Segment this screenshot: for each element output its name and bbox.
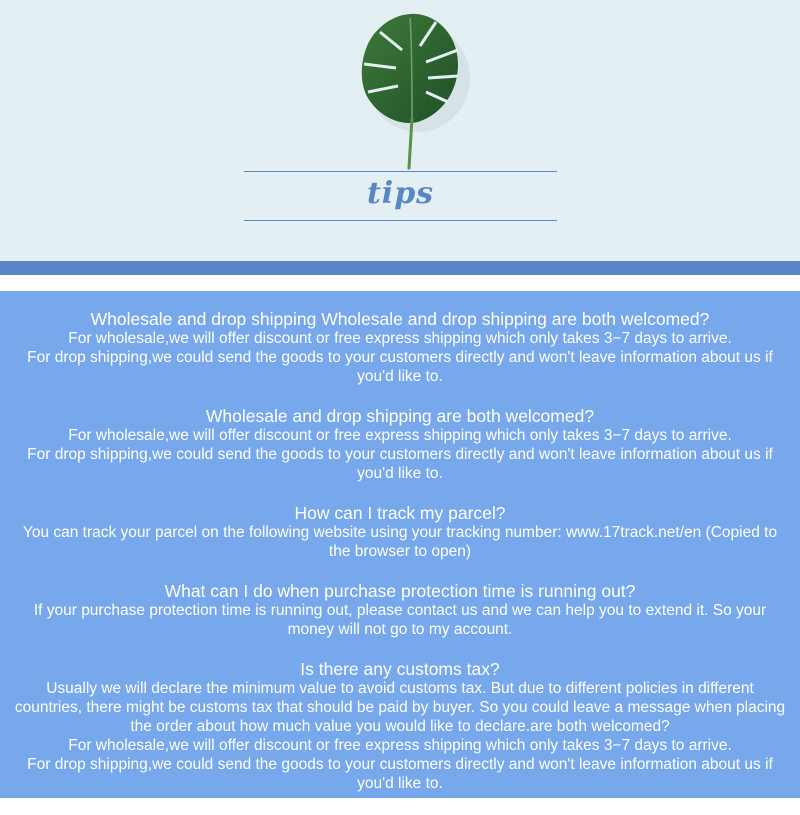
- faq-answer: [12, 426, 788, 483]
- faq-answer-line: You can track your parcel on the following website using your tracking number: www.17track.net/en (Copied to the browser to open): [22, 524, 778, 560]
- title-divider-top: [244, 171, 557, 172]
- faq-answer-line: For wholesale,we will offer discount or free express shipping which only takes 3−7 days to arrive.: [68, 330, 732, 347]
- faq-item: [12, 581, 788, 639]
- faq-answer-line: For wholesale,we will offer discount or free express shipping which only takes 3−7 days to arrive.: [68, 427, 732, 444]
- faq-section: [0, 291, 800, 798]
- faq-item: [12, 309, 788, 386]
- faq-answer: [12, 601, 788, 639]
- faq-question: What can I do when purchase protection time is running out?: [164, 581, 636, 601]
- monstera-leaf-icon: [340, 6, 480, 170]
- faq-answer-line: For drop shipping,we could send the goods to your customers directly and won't leave information about us if you'd like to.: [27, 756, 773, 792]
- faq-answer: [12, 679, 788, 793]
- faq-answer: [12, 329, 788, 386]
- faq-question: Wholesale and drop shipping Wholesale and drop shipping are both welcomed?: [90, 309, 710, 329]
- faq-answer-line: For wholesale,we will offer discount or free express shipping which only takes 3−7 days to arrive.: [68, 737, 732, 754]
- faq-item: [12, 503, 788, 561]
- faq-question: How can I track my parcel?: [294, 503, 506, 523]
- faq-item: [12, 406, 788, 483]
- faq-answer-line: Usually we will declare the minimum value to avoid customs tax. But due to different policies in different countries, there might be customs tax that should be paid by buyer. So you could leave a message when placing the order about how much value you would like to declare.are both welcomed?: [14, 680, 786, 735]
- accent-band: [0, 261, 800, 275]
- faq-question: Wholesale and drop shipping are both welcomed?: [205, 406, 595, 426]
- faq-answer-line: For drop shipping,we could send the goods to your customers directly and won't leave information about us if you'd like to.: [27, 446, 773, 482]
- title-divider-bottom: [244, 220, 557, 221]
- faq-answer-line: For drop shipping,we could send the goods to your customers directly and won't leave information about us if you'd like to.: [27, 349, 773, 385]
- faq-item: [12, 659, 788, 793]
- faq-answer: [12, 523, 788, 561]
- separator: [0, 275, 800, 291]
- faq-question: Is there any customs tax?: [300, 659, 500, 679]
- faq-answer-line: If your purchase protection time is running out, please contact us and we can help you to extend it. So your money will not go to my account.: [33, 602, 767, 638]
- header-banner: [0, 0, 800, 261]
- page-title: tips: [366, 176, 435, 211]
